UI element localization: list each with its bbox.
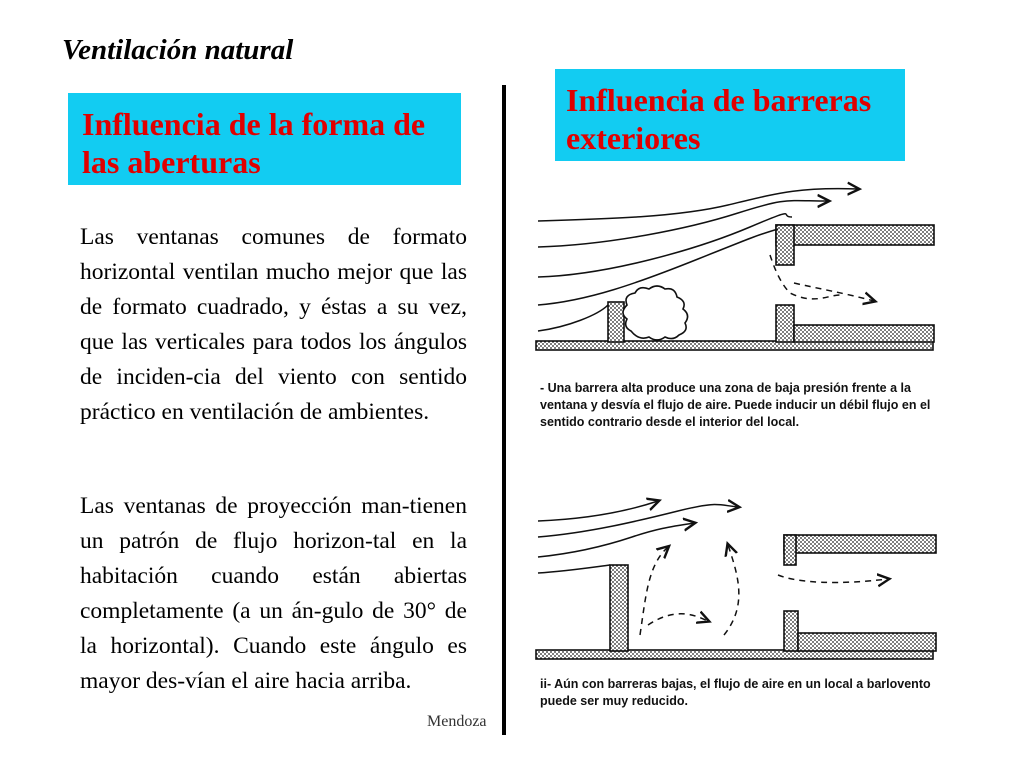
- vertical-divider: [502, 85, 506, 735]
- paragraph-window-shape: Las ventanas comunes de formato horizontal ventilan mucho mejor que las de formato cuadrado, y éstas a su vez, que las verticales para todos los ángulos de inciden-cia del viento con sentido práctico en ventilación de ambientes.: [80, 224, 467, 425]
- left-heading-box: [68, 93, 461, 185]
- paragraph-projection-windows: Las ventanas de proyección man-tienen un patrón de flujo horizon-tal en la habitación cuando están abiertas completamente (a un án-gulo de 30° de la horizontal). Cuando este ángulo es mayor des-vían el aire hacia arriba.: [80, 493, 467, 694]
- tree-icon: [623, 286, 688, 340]
- slide-title: Ventilación natural: [62, 34, 294, 66]
- caption-high-barrier: - Una barrera alta produce una zona de baja presión frente a la ventana y desvía el flujo de aire. Puede inducir un débil flujo en el sentido contrario desde el interior del local.: [540, 381, 931, 429]
- diagram-low-barrier: [536, 501, 936, 659]
- left-heading: Influencia de la forma de las aberturas: [82, 106, 426, 180]
- right-heading: Influencia de barreras exteriores: [566, 82, 872, 156]
- right-heading-box: [555, 69, 905, 161]
- barrier-figure: [528, 165, 958, 730]
- barrier-diagrams: [528, 165, 958, 730]
- diagram-high-barrier: [536, 189, 934, 350]
- caption-low-barrier: ii- Aún con barreras bajas, el flujo de aire en un local a barlovento puede ser muy reducido.: [540, 677, 931, 708]
- footer-author: Mendoza: [427, 713, 487, 730]
